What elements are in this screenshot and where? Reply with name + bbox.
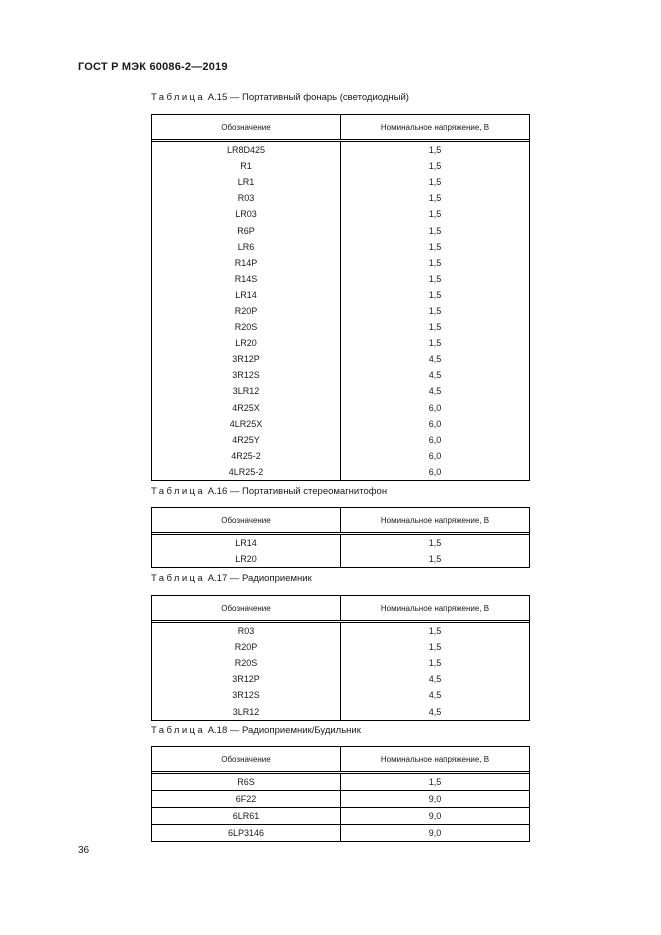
cell-designation: 3R12S <box>232 370 260 381</box>
cell-designation: LR14 <box>235 289 257 300</box>
table-row <box>152 671 529 687</box>
table-a16-caption-title: А.16 — Портативный стереомагнитофон <box>205 486 388 497</box>
column-header-voltage: Номинальное напряжение, В <box>340 508 529 532</box>
table-a18 <box>151 746 530 842</box>
cell-voltage: 1,5 <box>340 174 529 190</box>
cell-designation: R20S <box>234 322 258 333</box>
table-row <box>152 464 529 480</box>
cell-voltage: 1,5 <box>340 158 529 174</box>
cell-voltage: 1,5 <box>340 287 529 303</box>
cell-designation: LR14 <box>235 538 257 549</box>
cell-designation: R6S <box>237 777 255 788</box>
cell-designation: 4LR25X <box>229 418 263 429</box>
column-header-voltage: Номинальное напряжение, В <box>340 596 529 620</box>
cell-designation: R1 <box>240 161 252 172</box>
cell-designation: 3LR12 <box>232 386 260 397</box>
cell-voltage: 1,5 <box>340 255 529 271</box>
page-number: 36 <box>78 845 90 856</box>
table-row <box>152 551 529 567</box>
cell-designation: LR03 <box>235 209 257 220</box>
cell-voltage: 1,5 <box>340 303 529 319</box>
cell-designation: 3R12P <box>232 674 260 685</box>
table-header-row <box>152 747 529 774</box>
table-row <box>152 303 529 319</box>
cell-voltage: 9,0 <box>340 791 529 807</box>
column-header-designation: Обозначение <box>221 754 271 764</box>
table-a18-caption <box>151 725 361 736</box>
column-header-voltage: Номинальное напряжение, В <box>340 747 529 771</box>
cell-designation: 3LR12 <box>232 706 260 717</box>
cell-designation: R14P <box>234 257 258 268</box>
cell-voltage: 1,5 <box>340 655 529 671</box>
table-row <box>152 271 529 287</box>
cell-designation: R20S <box>234 658 258 669</box>
cell-voltage: 4,5 <box>340 671 529 687</box>
table-row <box>152 287 529 303</box>
table-header-row <box>152 596 529 623</box>
cell-designation: LR8D425 <box>226 145 266 156</box>
table-row <box>152 351 529 367</box>
table-a18-caption-prefix: Таблица <box>151 725 206 736</box>
table-row <box>152 807 529 824</box>
cell-designation: R14S <box>234 273 258 284</box>
cell-designation: 6LR61 <box>232 811 260 822</box>
cell-designation: R20P <box>234 642 258 653</box>
table-row <box>152 623 529 639</box>
table-row <box>152 400 529 416</box>
cell-voltage: 1,5 <box>340 142 529 158</box>
cell-voltage: 1,5 <box>340 774 529 790</box>
table-row <box>152 255 529 271</box>
cell-voltage: 1,5 <box>340 206 529 222</box>
cell-designation: 6F22 <box>235 794 257 805</box>
cell-designation: 4R25-2 <box>231 450 261 461</box>
table-a16-caption-prefix: Таблица <box>151 486 206 497</box>
cell-designation: R03 <box>237 626 255 637</box>
table-row <box>152 222 529 238</box>
cell-designation: 4R25X <box>232 402 260 413</box>
table-a17 <box>151 595 530 721</box>
table-a17-caption-title: А.17 — Радиоприемник <box>205 573 312 584</box>
table-header-row <box>152 508 529 535</box>
cell-designation: LR20 <box>235 554 257 565</box>
table-row <box>152 416 529 432</box>
table-row <box>152 142 529 158</box>
cell-voltage: 1,5 <box>340 190 529 206</box>
table-header-row <box>152 115 529 142</box>
table-row <box>152 824 529 841</box>
cell-voltage: 1,5 <box>340 319 529 335</box>
cell-voltage: 1,5 <box>340 222 529 238</box>
column-header-voltage: Номинальное напряжение, В <box>340 115 529 139</box>
table-row <box>152 335 529 351</box>
table-a15-caption-prefix: Таблица <box>151 92 206 103</box>
cell-voltage: 4,5 <box>340 367 529 383</box>
table-row <box>152 239 529 255</box>
column-header-designation: Обозначение <box>221 515 271 525</box>
table-row <box>152 639 529 655</box>
cell-voltage: 6,0 <box>340 432 529 448</box>
table-row <box>152 535 529 551</box>
cell-designation: R03 <box>237 193 255 204</box>
table-row <box>152 158 529 174</box>
cell-voltage: 1,5 <box>340 639 529 655</box>
cell-designation: 6LP3146 <box>227 828 265 839</box>
table-a15-caption-title: А.15 — Портативный фонарь (светодиодный) <box>205 92 409 103</box>
table-a16 <box>151 507 530 568</box>
cell-designation: 4R25Y <box>232 434 260 445</box>
cell-voltage: 6,0 <box>340 448 529 464</box>
table-row <box>152 448 529 464</box>
table-row <box>152 687 529 703</box>
table-row <box>152 774 529 790</box>
cell-designation: 3R12P <box>232 354 260 365</box>
cell-voltage: 9,0 <box>340 808 529 824</box>
table-row <box>152 383 529 399</box>
cell-voltage: 1,5 <box>340 551 529 567</box>
cell-designation: R20P <box>234 305 258 316</box>
column-header-designation: Обозначение <box>221 122 271 132</box>
table-a17-caption <box>151 573 312 584</box>
cell-designation: LR20 <box>235 338 257 349</box>
cell-voltage: 4,5 <box>340 687 529 703</box>
table-a16-caption <box>151 486 387 497</box>
cell-voltage: 1,5 <box>340 623 529 639</box>
table-row <box>152 174 529 190</box>
table-a15 <box>151 114 530 481</box>
table-row <box>152 703 529 719</box>
cell-voltage: 1,5 <box>340 535 529 551</box>
table-a15-caption <box>151 92 409 103</box>
cell-voltage: 9,0 <box>340 825 529 841</box>
cell-voltage: 1,5 <box>340 335 529 351</box>
table-a17-caption-prefix: Таблица <box>151 573 206 584</box>
cell-voltage: 6,0 <box>340 464 529 480</box>
document-header: ГОСТ Р МЭК 60086-2—2019 <box>78 61 228 73</box>
table-row <box>152 206 529 222</box>
table-row <box>152 319 529 335</box>
table-a18-caption-title: А.18 — Радиоприемник/Будильник <box>205 725 361 736</box>
cell-voltage: 4,5 <box>340 383 529 399</box>
cell-voltage: 4,5 <box>340 351 529 367</box>
cell-voltage: 1,5 <box>340 271 529 287</box>
cell-voltage: 1,5 <box>340 239 529 255</box>
cell-voltage: 6,0 <box>340 400 529 416</box>
cell-voltage: 6,0 <box>340 416 529 432</box>
table-row <box>152 367 529 383</box>
column-header-designation: Обозначение <box>221 603 271 613</box>
table-row <box>152 655 529 671</box>
cell-designation: 4LR25-2 <box>228 466 264 477</box>
cell-designation: LR1 <box>237 177 255 188</box>
cell-designation: R6P <box>237 225 255 236</box>
cell-designation: LR6 <box>237 241 255 252</box>
cell-voltage: 4,5 <box>340 703 529 719</box>
table-row <box>152 790 529 807</box>
table-row <box>152 432 529 448</box>
table-row <box>152 190 529 206</box>
cell-designation: 3R12S <box>232 690 260 701</box>
